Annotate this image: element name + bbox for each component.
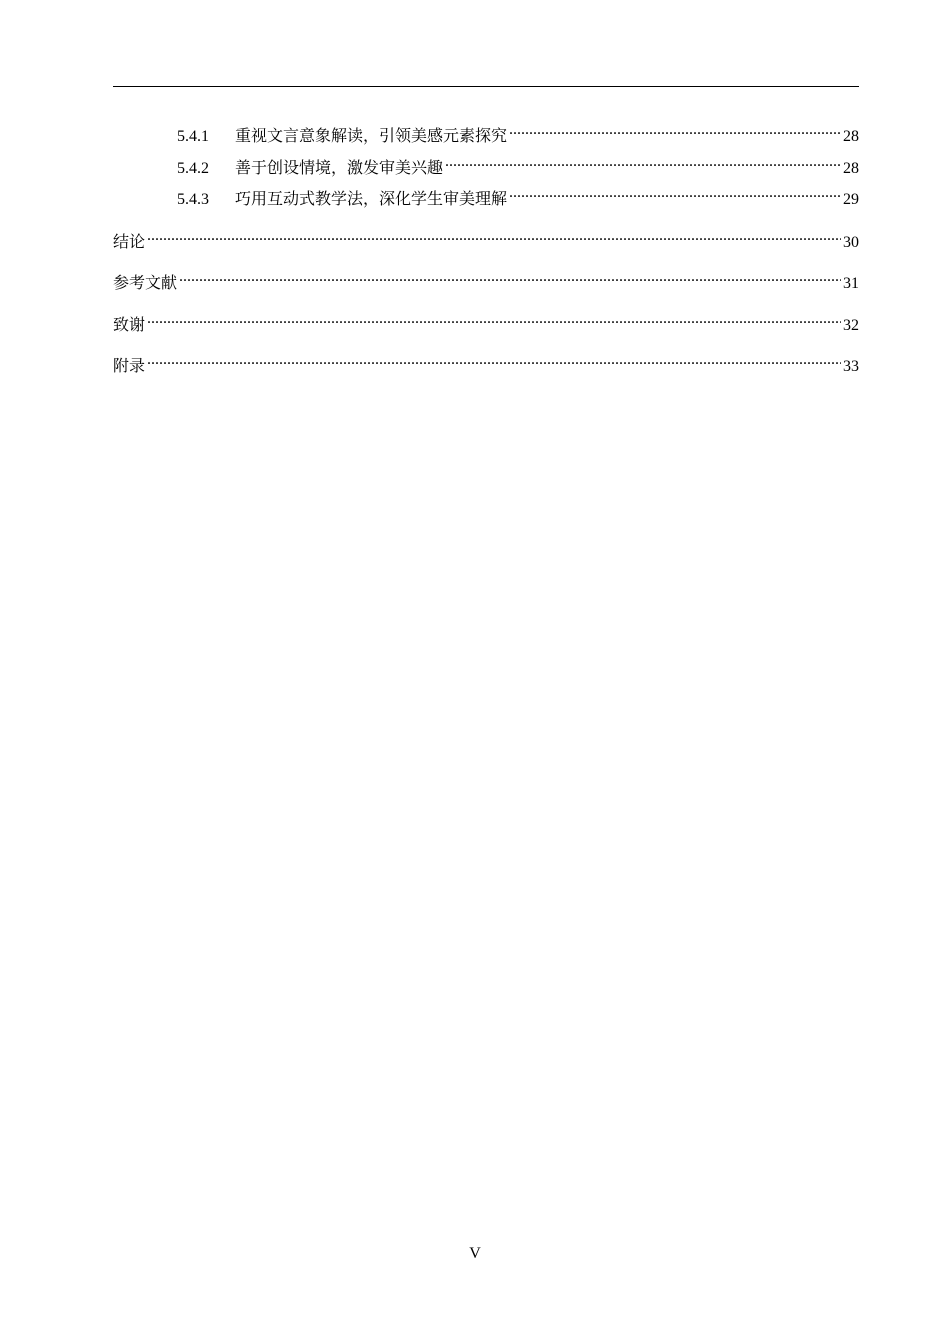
toc-entry-title: 参考文献 (113, 273, 178, 292)
toc-entry-appendix[interactable] (113, 349, 859, 375)
toc-entry-page: 29 (843, 191, 859, 208)
toc-entry-page: 30 (843, 234, 859, 251)
toc-entry-references[interactable] (113, 266, 859, 292)
toc-entry-page: 28 (843, 128, 859, 145)
header-rule (113, 86, 859, 87)
page-number: V (469, 1245, 481, 1262)
toc-dot-leader (445, 151, 841, 173)
toc-dot-leader (179, 266, 841, 288)
toc-entry-number: 5.4.2 (177, 160, 209, 177)
toc-entry-5-4-2[interactable] (177, 151, 859, 177)
toc-entry-title: 结论 (113, 232, 146, 251)
toc-entry-page: 31 (843, 275, 859, 292)
toc-dot-leader (147, 349, 841, 371)
toc-entry-number: 5.4.1 (177, 128, 209, 145)
toc-entry-page: 32 (843, 317, 859, 334)
toc-dot-leader (509, 182, 841, 204)
toc-dot-leader (147, 308, 841, 330)
toc-entry-title: 善于创设情境，激发审美兴趣 (235, 160, 444, 177)
toc-entry-acknowledgements[interactable] (113, 308, 859, 334)
toc-entry-conclusion[interactable] (113, 225, 859, 251)
toc-entry-number: 5.4.3 (177, 191, 209, 208)
toc-entry-title: 重视文言意象解读，引领美感元素探究 (235, 128, 508, 145)
toc-entry-title: 致谢 (113, 315, 146, 334)
toc-entry-title: 巧用互动式教学法，深化学生审美理解 (235, 191, 508, 208)
toc-dot-leader (147, 225, 841, 247)
toc-entry-page: 28 (843, 160, 859, 177)
toc-entry-5-4-1[interactable] (177, 119, 859, 145)
toc-entry-5-4-3[interactable] (177, 182, 859, 208)
toc-dot-leader (509, 119, 841, 141)
toc-entry-page: 33 (843, 358, 859, 375)
toc-entry-title: 附录 (113, 356, 146, 375)
